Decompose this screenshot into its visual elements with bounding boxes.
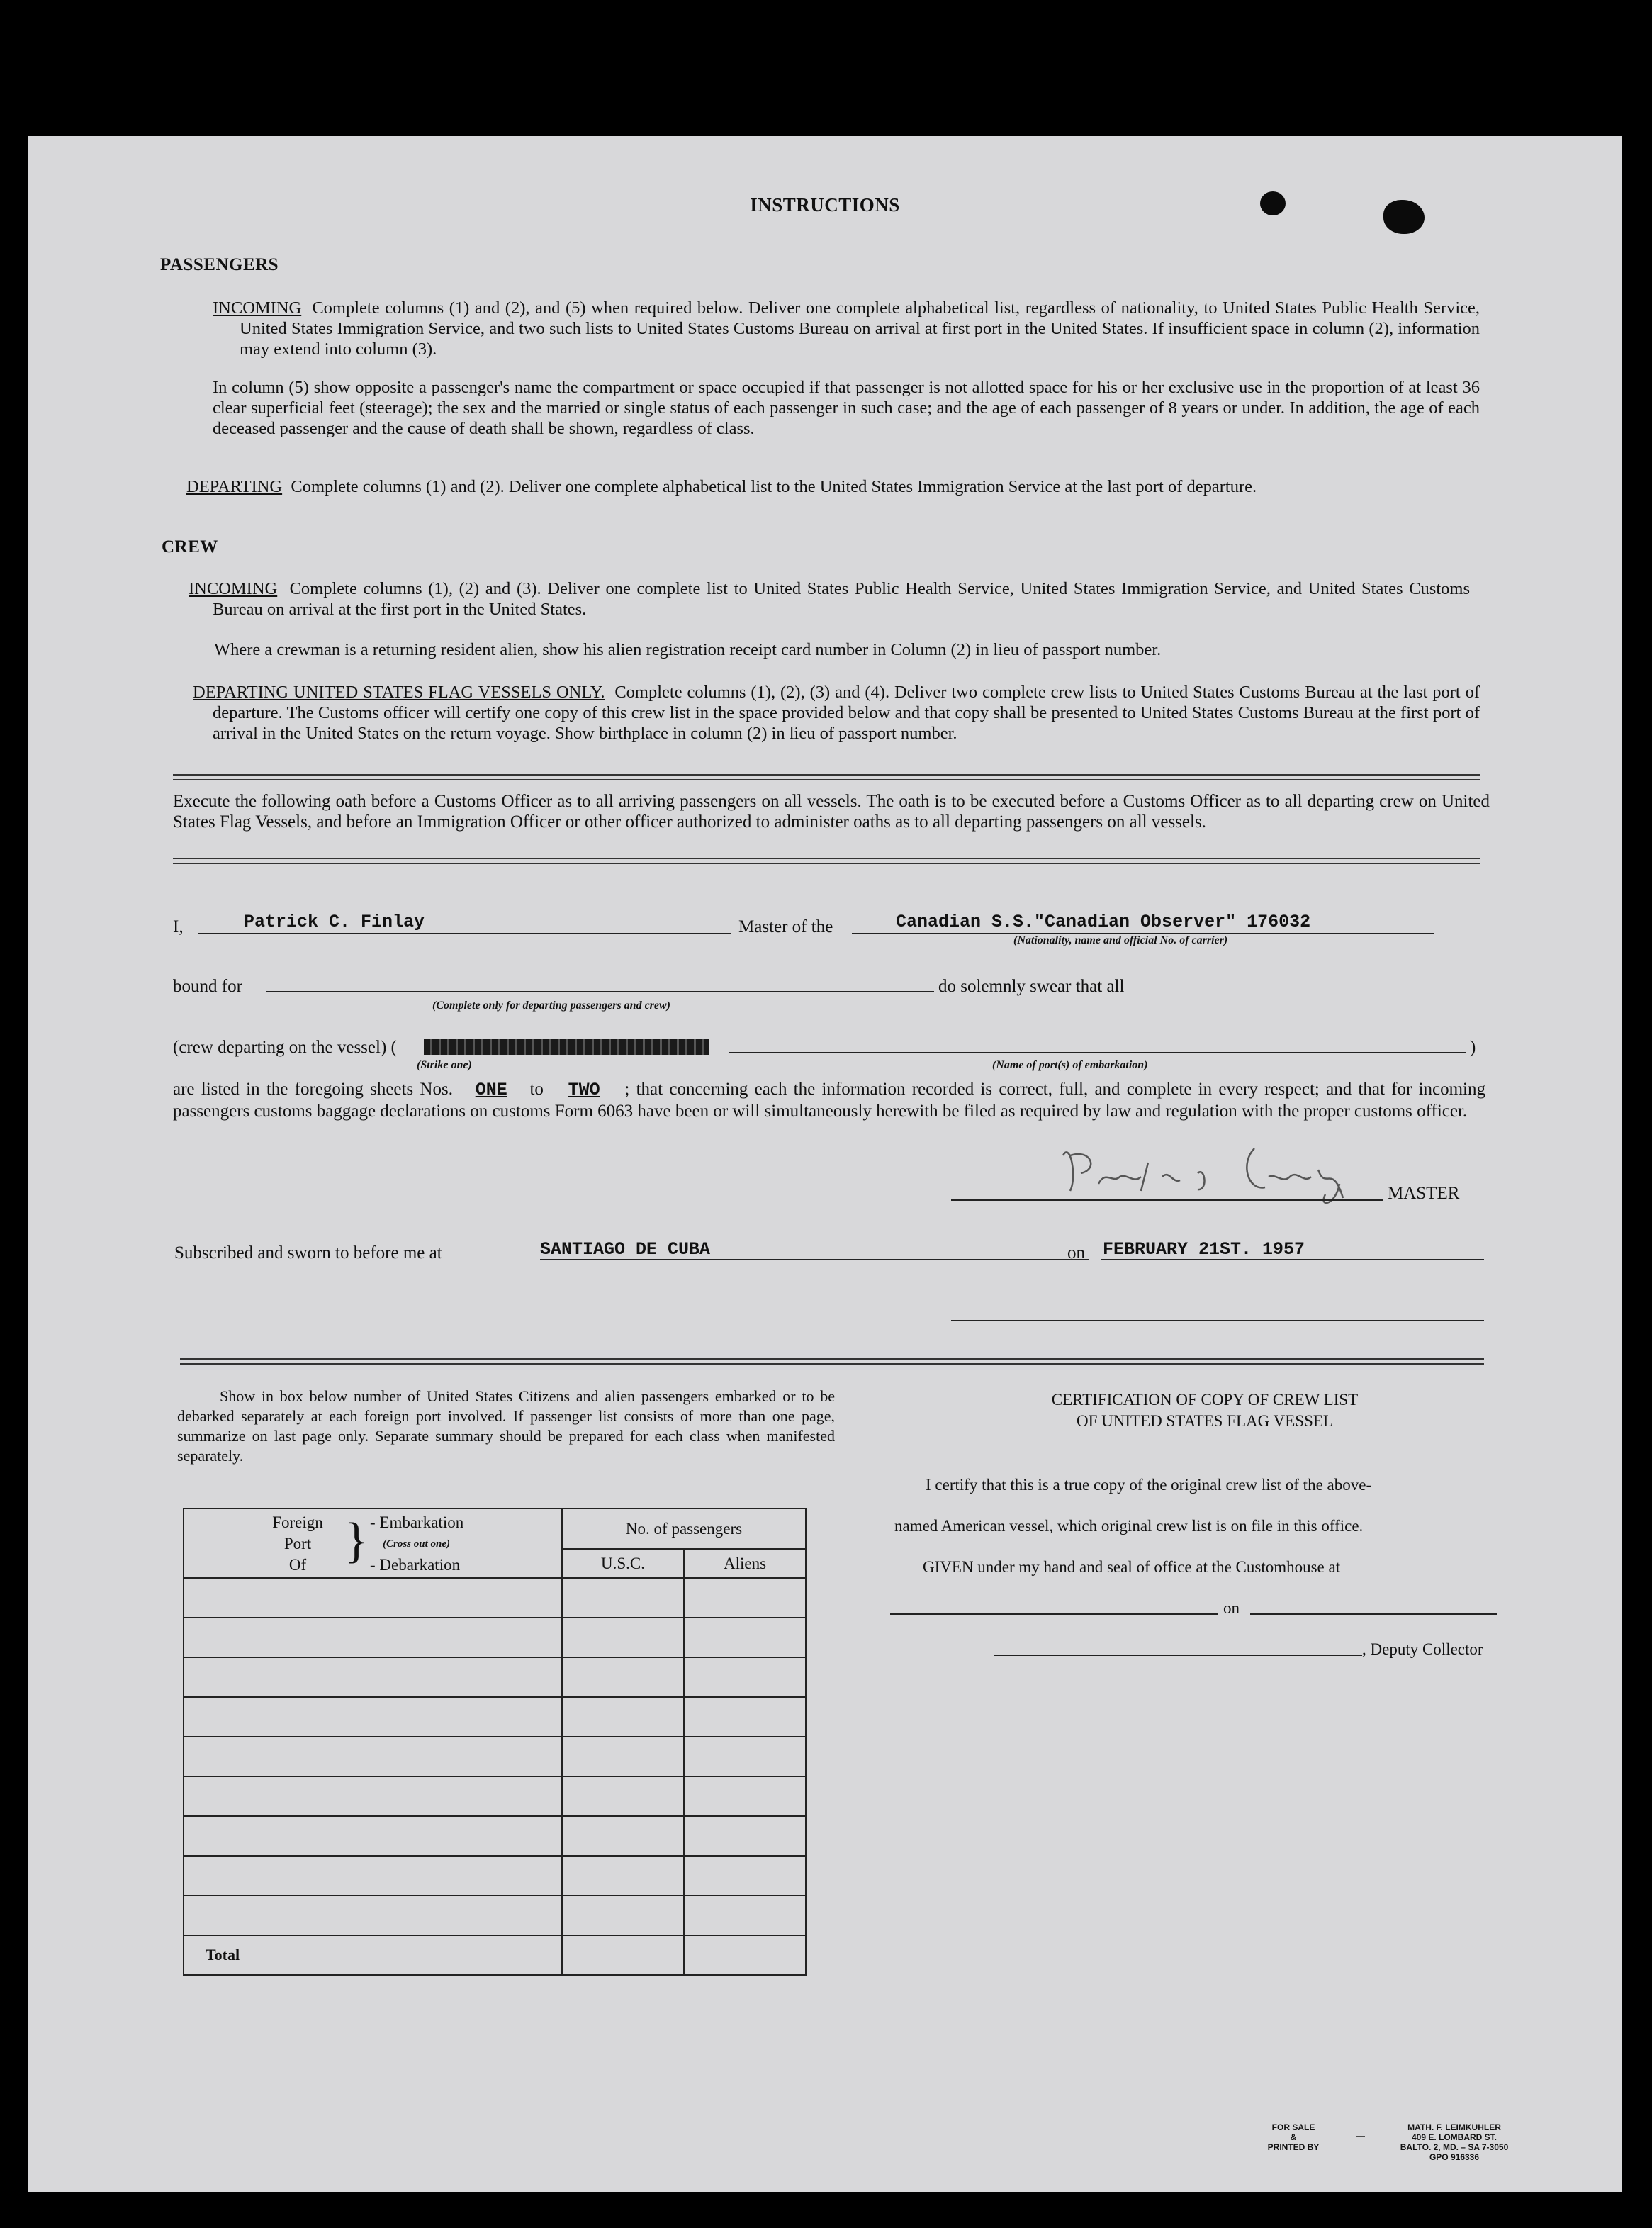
brace-icon: }: [344, 1513, 369, 1568]
port-line: [729, 1052, 1466, 1053]
vessel-name: Canadian S.S."Canadian Observer" 176032: [896, 912, 1311, 932]
col-of: Of: [288, 1556, 307, 1574]
debarkation-label: - Debarkation: [370, 1556, 461, 1574]
crew-resident: Where a crewman is a returning resident alien, show his alien registration receipt card number in Column (2) in lieu of passport number.: [214, 640, 1162, 659]
crew-incoming: [189, 578, 1470, 620]
total-row: [184, 1935, 806, 1975]
sheet-from: ONE: [475, 1080, 507, 1100]
printer-line-1: MATH. F. LEIMKUHLER: [1407, 2122, 1501, 2132]
table-row: [184, 1737, 806, 1776]
to-label: to: [529, 1080, 544, 1099]
passengers-incoming: [213, 298, 1480, 359]
on-label: on: [1067, 1243, 1085, 1263]
crew-incoming-text: Complete columns (1), (2) and (3). Deliver one complete list to United States Public Health Service, United States Immigration Service, and United States Customs Bureau on arrival at the first port in the United States.: [213, 579, 1470, 619]
listed-label: are listed in the foregoing sheets Nos.: [173, 1080, 453, 1099]
printer-line-2: 409 E. LOMBARD ST.: [1411, 2132, 1498, 2142]
table-row: [184, 1657, 806, 1697]
certification-title-2: OF UNITED STATES FLAG VESSEL: [1077, 1412, 1333, 1430]
i-label: I,: [173, 917, 184, 936]
deputy-line: [994, 1655, 1362, 1656]
printer-line-4: GPO 916336: [1429, 2152, 1480, 2162]
master-name: Patrick C. Finlay: [244, 912, 425, 932]
divider: [180, 1358, 1484, 1365]
cert-line-2: named American vessel, which original crew list is on file in this office.: [894, 1517, 1364, 1535]
crew-departing-label: (crew departing on the vessel) (: [173, 1038, 397, 1057]
master-name-line: [198, 933, 731, 934]
swear-label: do solemnly swear that all: [938, 977, 1125, 996]
crew-departing: [193, 682, 1480, 744]
table-row: [184, 1776, 806, 1816]
struck-out-text: [424, 1039, 709, 1055]
for-sale-block: [1262, 2122, 1325, 2152]
usc-header: U.S.C.: [562, 1549, 684, 1578]
table-row: [184, 1697, 806, 1737]
certification-title: [893, 1389, 1517, 1432]
aliens-header: Aliens: [684, 1549, 806, 1578]
amp: &: [1290, 2132, 1297, 2142]
incoming-text: Complete columns (1) and (2), and (5) when required below. Deliver one complete alphabetical list, regardless of nationality, to United States Public Health Service, United States Immigration Service, and two such lists to United States Customs Bureau on arrival at first port in the United States. If insufficient space in column (2), information may extend into column (3).: [240, 298, 1480, 359]
table-row: [184, 1618, 806, 1657]
crew-departing-text: Complete columns (1), (2), (3) and (4). Deliver two complete crew lists to United States Customs Bureau at the last port of departure. The Customs officer will certify one copy of this crew list in the space provided below and that copy shall be presented to United States Customs Bureau at the first port of arrival in the United States on the return voyage. Show birthplace in column (2) in lieu of passport number.: [213, 683, 1480, 743]
cert-on-label: on: [1223, 1599, 1240, 1617]
departing-label: DEPARTING: [186, 477, 283, 496]
bound-for-label: bound for: [173, 977, 242, 996]
total-label: Total: [184, 1935, 562, 1975]
table-row: [184, 1578, 806, 1618]
for-sale: FOR SALE: [1271, 2122, 1315, 2132]
bound-for-caption: (Complete only for departing passengers and crew): [432, 1000, 670, 1012]
oath-instructions: Execute the following oath before a Customs Officer as to all arriving passengers on all vessels. The oath is to be executed before a Customs Officer as to all departing crew on United States Flag Vessels, and before an Immigration Officer or other officer authorized to administer oaths as to all departing passengers on all vessels.: [173, 792, 1490, 832]
close-paren: ): [1470, 1038, 1476, 1057]
master-label: MASTER: [1388, 1184, 1460, 1203]
sheet-to: TWO: [568, 1080, 600, 1100]
table-row: [184, 1816, 806, 1856]
incoming-label: INCOMING: [213, 298, 302, 318]
master-of-label: Master of the: [738, 917, 833, 936]
table-row: [184, 1856, 806, 1896]
ports-table: [183, 1508, 807, 1976]
subscribed-label: Subscribed and sworn to before me at: [174, 1243, 442, 1263]
certification-title-1: CERTIFICATION OF COPY OF CREW LIST: [1051, 1391, 1359, 1409]
printer-line-3: BALTO. 2, MD. – SA 7-3050: [1400, 2142, 1509, 2152]
cert-line-1: I certify that this is a true copy of the original crew list of the above-: [926, 1476, 1372, 1494]
printer-dash: —: [1356, 2131, 1365, 2141]
crew-departing-label: DEPARTING UNITED STATES FLAG VESSELS ONLY.: [193, 683, 605, 702]
crew-heading: CREW: [162, 537, 218, 556]
listed-paragraph: [173, 1079, 1485, 1122]
cross-out-label: (Cross out one): [383, 1538, 451, 1550]
no-passengers-header: No. of passengers: [562, 1508, 806, 1549]
col-foreign: Foreign: [272, 1513, 323, 1531]
table-row: [184, 1896, 806, 1935]
officer-signature-line: [951, 1320, 1484, 1321]
deputy-label: , Deputy Collector: [1362, 1640, 1483, 1658]
passengers-departing: [186, 476, 1480, 497]
passengers-heading: PASSENGERS: [160, 255, 279, 274]
divider: [173, 774, 1480, 780]
embarkation-label: - Embarkation: [370, 1513, 464, 1531]
vessel-caption: (Nationality, name and official No. of carrier): [1013, 934, 1228, 946]
sworn-place: SANTIAGO DE CUBA: [540, 1239, 711, 1260]
cert-date-line: [1250, 1613, 1497, 1615]
crew-incoming-label: INCOMING: [189, 579, 278, 598]
departing-text: Complete columns (1) and (2). Deliver one complete alphabetical list to the United States Immigration Service at the last port of departure.: [291, 477, 1257, 496]
listed-rest: ; that concerning each the information recorded is correct, full, and complete in every respect; and that for incoming passengers customs baggage declarations on customs Form 6063 have been or will simultaneously herewith be filed as required by law and regulation with the proper customs officer.: [173, 1080, 1485, 1121]
printed-by: PRINTED BY: [1267, 2142, 1320, 2152]
strike-caption: (Strike one): [417, 1059, 472, 1071]
form-page: [28, 136, 1622, 2192]
summary-instructions: Show in box below number of United States Citizens and alien passengers embarked or to be debarked separately at each foreign port involved. If passenger list consists of more than one page, summarize on last page only. Separate summary should be prepared for each class when manifested separately.: [177, 1387, 835, 1465]
instructions-title: INSTRUCTIONS: [750, 194, 900, 215]
sworn-date: FEBRUARY 21ST. 1957: [1103, 1239, 1305, 1260]
customhouse-line: [890, 1613, 1218, 1615]
col-port: Port: [283, 1535, 312, 1552]
bound-for-line: [266, 991, 934, 992]
cert-line-3: GIVEN under my hand and seal of office at the Customhouse at: [923, 1558, 1341, 1576]
printer-address: [1383, 2122, 1525, 2162]
master-signature-line: [951, 1199, 1383, 1201]
passengers-column5: In column (5) show opposite a passenger's name the compartment or space occupied if that passenger is not allotted space for his or her exclusive use in the proportion of at least 36 clear superficial feet (steerage); the sex and the married or single status of each passenger in such case; and the age of each passenger of 8 years or under. In addition, the age of each deceased passenger and the cause of death shall be shown, regardless of class.: [213, 378, 1480, 438]
port-caption: (Name of port(s) of embarkation): [992, 1059, 1148, 1071]
divider: [173, 858, 1480, 864]
